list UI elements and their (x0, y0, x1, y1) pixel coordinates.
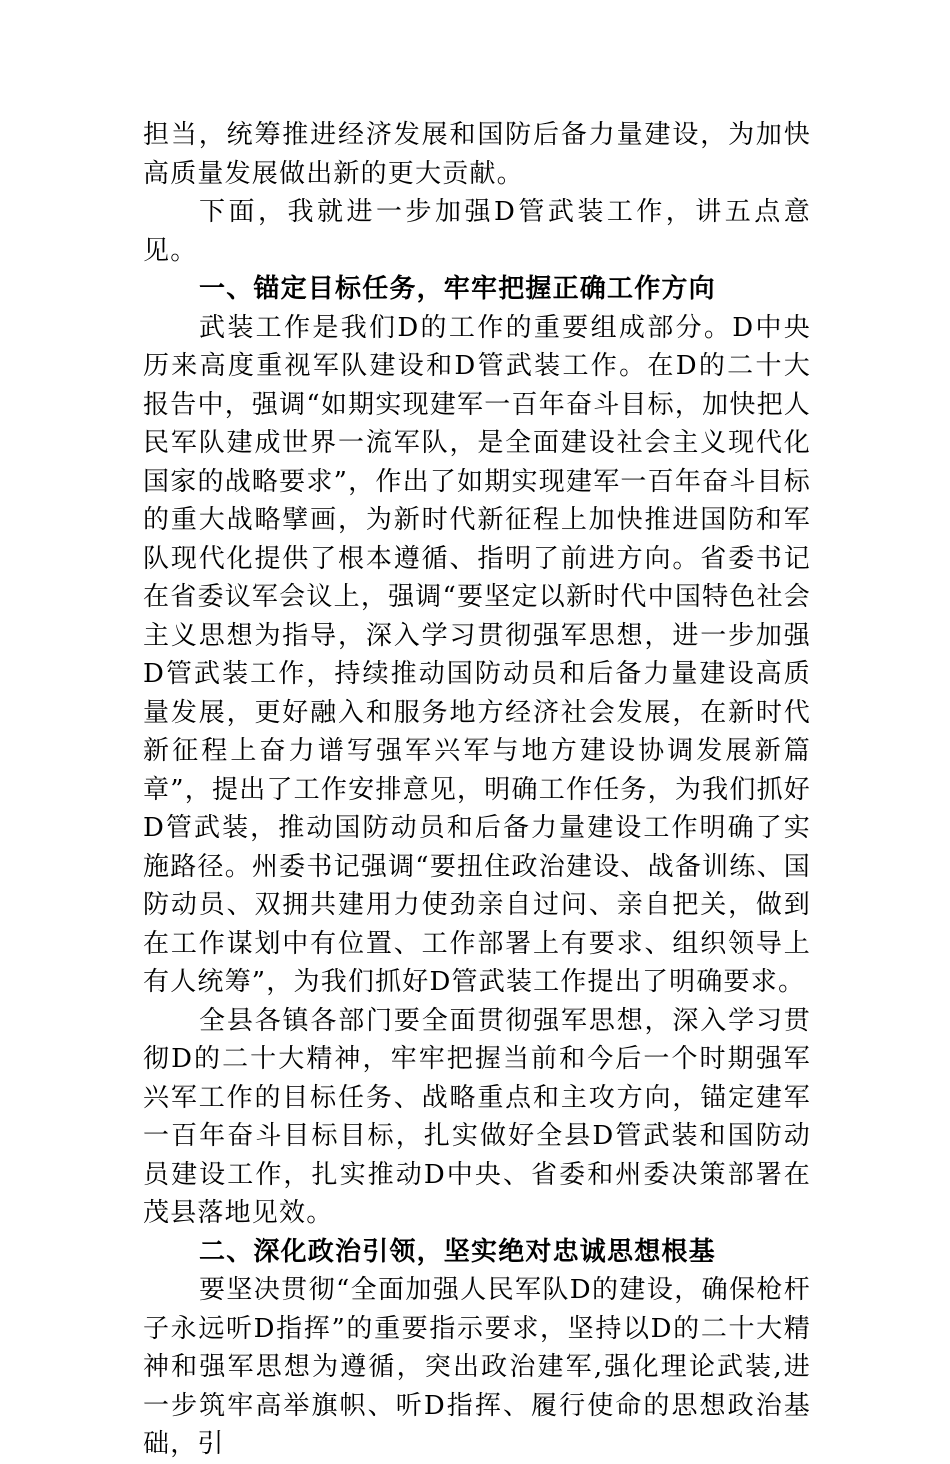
document-body (143, 116, 811, 1464)
section-1-heading: 一、锚定目标任务，牢牢把握正确工作方向 (199, 274, 716, 304)
section-2-heading: 二、深化政治引领，坚实绝对忠诚思想根基 (199, 1236, 716, 1267)
section-2-paragraph-1: 要坚决贯彻“全面加强人民军队D的建设，确保枪杆子永远听D指挥”的重要指示要求，坚持以D的二十大精神和强军思想为遵循，突出政治建军,强化理论武装,进一步筑牢高举旗帜、听D指挥、履行使命的思想政治基础，引 (143, 1275, 811, 1459)
section-1-paragraph-2: 全县各镇各部门要全面贯彻强军思想，深入学习贯彻D的二十大精神，牢牢把握当前和今后一个时期强军兴军工作的目标任务、战略重点和主攻方向，锚定建军一百年奋斗目标目标，扎实做好全县D管武装和国防动员建设工作，扎实推动D中央、省委和州委决策部署在茂县落地见效。 (143, 1005, 811, 1228)
paragraph-intro-lead: 下面，我就进一步加强D管武装工作，讲五点意见。 (143, 197, 811, 266)
section-1-paragraph-1: 武装工作是我们D的工作的重要组成部分。D中央历来高度重视军队建设和D管武装工作。在D的二十大报告中，强调“如期实现建军一百年奋斗目标，加快把人民军队建成世界一流军队，是全面建设社会主义现代化国家的战略要求”，作出了如期实现建军一百年奋斗目标的重大战略擘画，为新时代新征程上加快推进国防和军队现代化提供了根本遵循、指明了前进方向。省委书记在省委议军会议上，强调“要坚定以新时代中国特色社会主义思想为指导，深入学习贯彻强军思想，进一步加强D管武装工作，持续推动国防动员和后备力量建设高质量发展，更好融入和服务地方经济社会发展，在新时代新征程上奋力谱写强军兴军与地方建设协调发展新篇章”，提出了工作安排意见，明确工作任务，为我们抓好D管武装，推动国防动员和后备力量建设工作明确了实施路径。州委书记强调“要扭住政治建设、战备训练、国防动员、双拥共建用力使劲亲自过问、亲自把关，做到在工作谋划中有位置、工作部署上有要求、组织领导上有人统筹”，为我们抓好D管武装工作提出了明确要求。 (143, 312, 811, 997)
paragraph-intro-continuation: 担当，统筹推进经济发展和国防后备力量建设，为加快高质量发展做出新的更大贡献。 (143, 120, 811, 189)
